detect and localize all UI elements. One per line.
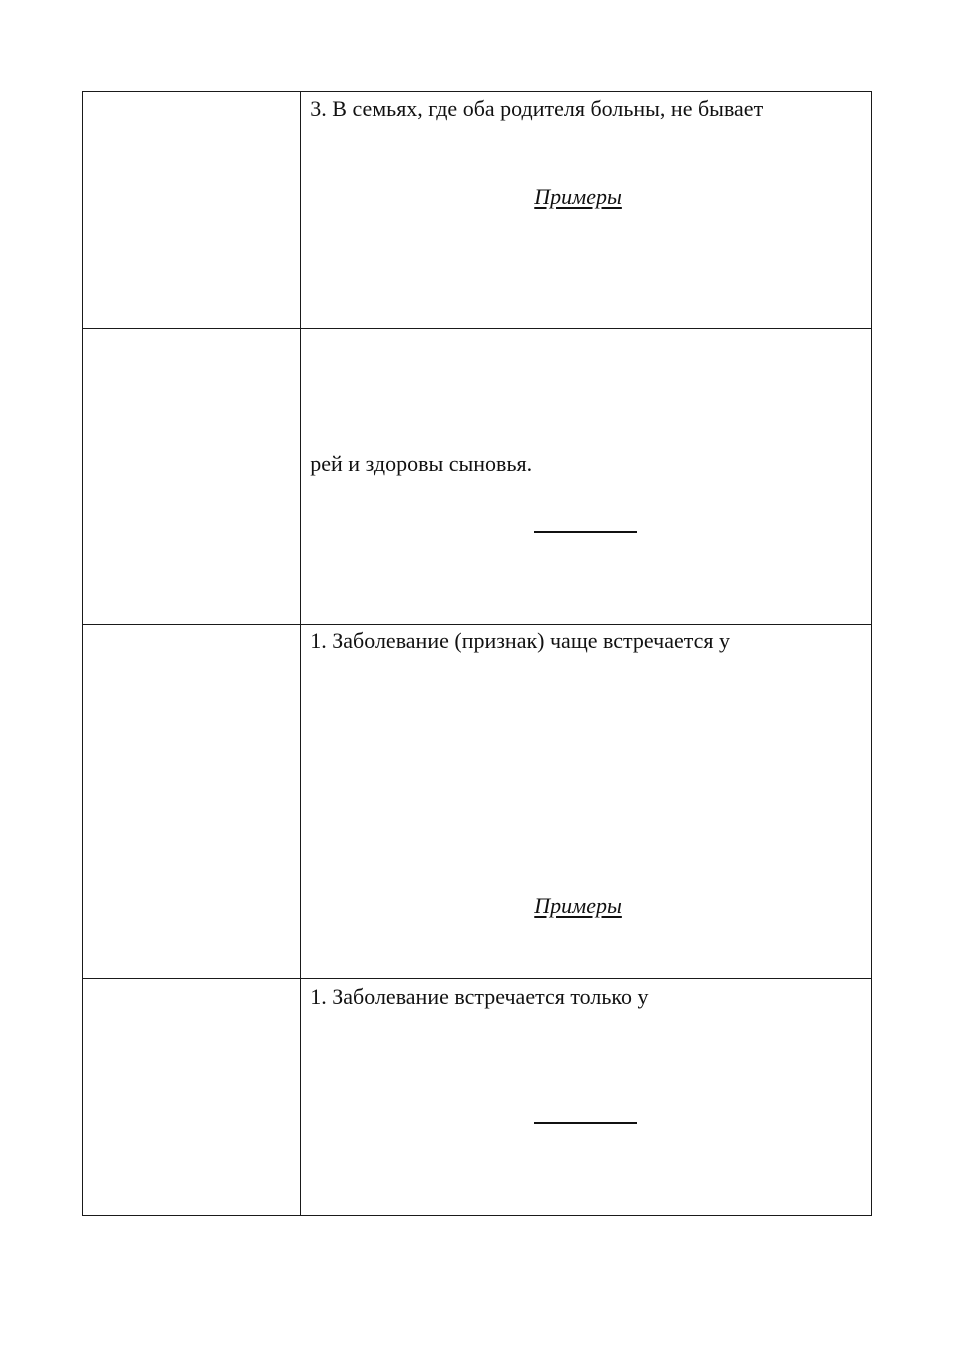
left-cell xyxy=(83,92,301,329)
cell-text-line: 1. Заболевание встречается только у xyxy=(310,984,649,1009)
left-cell xyxy=(83,979,301,1216)
examples-heading: Примеры xyxy=(534,893,622,918)
examples-heading: Примеры xyxy=(534,184,622,209)
blank-underline xyxy=(534,531,637,533)
left-cell xyxy=(83,625,301,979)
cell-text-line: 1. Заболевание (признак) чаще встречается у xyxy=(310,628,731,653)
right-cell xyxy=(301,92,872,329)
blank-underline xyxy=(534,1122,637,1124)
cell-text-line: 3. В семьях, где оба родителя больны, не бывает xyxy=(310,96,764,121)
right-cell xyxy=(301,625,872,979)
document-table xyxy=(82,91,872,1216)
table-row xyxy=(83,329,872,625)
table-row xyxy=(83,979,872,1216)
right-cell xyxy=(301,979,872,1216)
table-row xyxy=(83,92,872,329)
right-cell xyxy=(301,329,872,625)
left-cell xyxy=(83,329,301,625)
table-row xyxy=(83,625,872,979)
cell-text-line: рей и здоровы сыновья. xyxy=(310,451,533,476)
